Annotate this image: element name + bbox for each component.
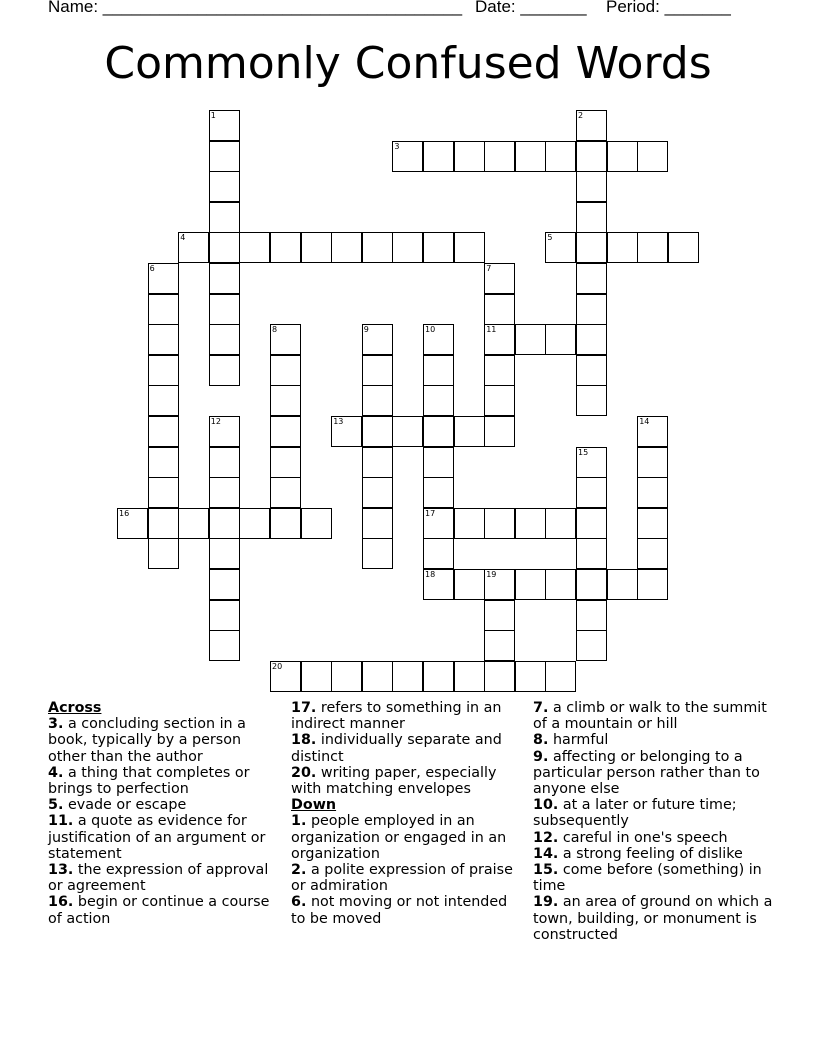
grid-cell[interactable] [576,385,607,416]
student-info-line [48,0,768,19]
clue-number-label: 9. [533,748,549,765]
grid-cell[interactable] [515,324,546,355]
grid-cell[interactable] [484,141,515,172]
clue-number: 7 [486,264,492,273]
grid-cell[interactable] [545,232,576,263]
grid-cell[interactable] [362,232,393,263]
grid-cell[interactable] [392,416,423,447]
clue-number-label: 1. [291,813,307,830]
grid-cell[interactable] [545,324,576,355]
grid-cell[interactable] [239,232,270,263]
across-clue [291,732,521,764]
across-clue [291,700,521,732]
grid-cell[interactable] [576,232,607,263]
grid-cell[interactable] [423,385,454,416]
across-clue [48,813,280,862]
grid-cell[interactable] [576,477,607,508]
grid-cell[interactable] [576,569,607,600]
grid-cell[interactable] [301,508,332,539]
clue-column-1 [48,700,280,927]
grid-cell[interactable] [209,416,240,447]
clue-number: 3 [394,141,400,151]
clue-number-label: 7. [533,700,549,716]
grid-cell[interactable] [270,661,301,692]
grid-cell[interactable] [209,294,240,325]
across-heading: Across [48,700,102,716]
across-clue [48,797,280,813]
grid-cell[interactable] [148,508,179,539]
clue-text: careful in one's speech [562,829,728,846]
grid-cell[interactable] [637,232,668,263]
grid-cell[interactable] [484,324,515,355]
grid-cell[interactable] [209,355,240,386]
down-clue [533,700,773,732]
grid-cell[interactable] [209,202,240,233]
clue-number: 2 [578,111,584,120]
grid-cell[interactable] [270,385,301,416]
grid-cell[interactable] [515,569,546,600]
grid-cell[interactable] [423,355,454,386]
grid-cell[interactable] [484,385,515,416]
grid-cell[interactable] [209,477,240,508]
clue-number-label: 6. [291,894,307,911]
grid-cell[interactable] [576,324,607,355]
grid-cell[interactable] [484,630,515,661]
clue-text: begin or continue a course of action [48,894,270,927]
grid-cell[interactable] [484,569,515,600]
grid-cell[interactable] [576,110,607,141]
clue-text: individually separate and distinct [291,732,502,765]
clue-number: 9 [363,325,369,335]
grid-cell[interactable] [637,447,668,478]
down-clue [533,894,773,943]
grid-cell[interactable] [423,324,454,355]
grid-cell[interactable] [331,661,362,692]
clue-number: 5 [547,233,553,243]
clue-text: refers to something in an indirect manner [291,700,502,733]
clue-number-label: 5. [48,797,64,814]
down-clue [291,813,521,862]
grid-cell[interactable] [576,171,607,202]
grid-cell[interactable] [148,385,179,416]
grid-cell[interactable] [423,416,454,447]
clue-number: 6 [149,264,155,273]
clue-text: the expression of approval or agreement [48,862,269,895]
clue-number: 8 [272,325,278,335]
clue-number: 16 [119,508,130,518]
grid-cell[interactable] [270,477,301,508]
grid-cell[interactable] [423,447,454,478]
grid-cell[interactable] [209,630,240,661]
grid-cell[interactable] [178,232,209,263]
grid-cell[interactable] [484,263,515,294]
grid-cell[interactable] [148,538,179,569]
grid-cell[interactable] [270,416,301,447]
grid-cell[interactable] [392,232,423,263]
grid-cell[interactable] [423,232,454,263]
grid-cell[interactable] [423,538,454,569]
grid-cell[interactable] [576,355,607,386]
grid-cell[interactable] [484,294,515,325]
down-clue [533,797,773,829]
grid-cell[interactable] [545,661,576,692]
grid-cell[interactable] [148,294,179,325]
clue-text: a thing that completes or brings to perfection [48,764,250,798]
clue-text: not moving or not intended to be moved [291,894,508,927]
grid-cell[interactable] [454,141,485,172]
grid-cell[interactable] [637,569,668,600]
grid-cell[interactable] [484,661,515,692]
clue-text: writing paper, especially with matching envelopes [291,764,497,798]
grid-cell[interactable] [423,508,454,539]
clue-number-label: 10. [533,797,559,814]
grid-cell[interactable] [576,263,607,294]
clue-number-label: 2. [291,862,307,879]
grid-cell[interactable] [545,508,576,539]
grid-cell[interactable] [270,232,301,263]
clue-text: a polite expression of praise or admiration [291,862,513,895]
across-clue [48,716,280,765]
grid-cell[interactable] [117,508,148,539]
grid-cell[interactable] [209,538,240,569]
clue-number: 14 [639,417,650,426]
grid-cell[interactable] [270,447,301,478]
grid-cell[interactable] [209,110,240,141]
grid-cell[interactable] [362,355,393,386]
clue-number: 20 [272,661,283,671]
period-field[interactable]: Period: _______ [606,0,731,16]
clue-number-label: 11. [48,813,74,830]
clue-number: 18 [425,570,436,579]
grid-cell[interactable] [454,232,485,263]
clue-number-label: 13. [48,862,74,879]
clue-number: 15 [578,447,589,457]
clue-number-label: 8. [533,732,549,749]
grid-cell[interactable] [576,630,607,661]
grid-cell[interactable] [454,508,485,539]
grid-cell[interactable] [515,661,546,692]
grid-cell[interactable] [148,477,179,508]
grid-cell[interactable] [209,141,240,172]
clue-number: 12 [210,417,221,426]
clue-text: a strong feeling of dislike [562,845,743,862]
grid-cell[interactable] [148,416,179,447]
grid-cell[interactable] [484,600,515,631]
clue-text: harmful [552,732,609,749]
grid-cell[interactable] [607,141,638,172]
grid-cell[interactable] [362,385,393,416]
clue-number-label: 12. [533,829,559,846]
clue-number-label: 20. [291,764,317,781]
date-field[interactable]: Date: _______ [475,0,587,16]
down-clue [533,846,773,862]
clue-number-label: 15. [533,862,559,879]
grid-cell[interactable] [576,141,607,172]
grid-cell[interactable] [148,355,179,386]
across-clue [291,765,521,797]
grid-cell[interactable] [668,232,699,263]
grid-cell[interactable] [301,232,332,263]
page-title: Commonly Confused Words [104,38,712,89]
grid-cell[interactable] [423,569,454,600]
grid-cell[interactable] [148,324,179,355]
grid-cell[interactable] [362,447,393,478]
grid-cell[interactable] [209,324,240,355]
grid-cell[interactable] [362,538,393,569]
grid-cell[interactable] [209,447,240,478]
clue-number-label: 4. [48,764,64,781]
clue-number-label: 3. [48,716,64,733]
clue-text: people employed in an organization or engaged in an organization [291,813,507,862]
grid-cell[interactable] [392,141,423,172]
grid-cell[interactable] [423,477,454,508]
clue-number: 11 [486,325,497,335]
clue-number-label: 19. [533,894,559,911]
grid-cell[interactable] [607,569,638,600]
grid-cell[interactable] [515,141,546,172]
grid-cell[interactable] [545,569,576,600]
down-clue [533,830,773,846]
across-clue [48,862,280,894]
grid-cell[interactable] [362,661,393,692]
grid-cell[interactable] [637,538,668,569]
clue-text: an area of ground on which a town, building, or monument is constructed [533,894,773,943]
clue-text: evade or escape [67,797,187,814]
grid-cell[interactable] [484,416,515,447]
grid-cell[interactable] [239,508,270,539]
grid-cell[interactable] [148,263,179,294]
down-clue [291,862,521,894]
across-clue [48,765,280,797]
grid-cell[interactable] [454,661,485,692]
grid-cell[interactable] [209,508,240,539]
grid-cell[interactable] [637,508,668,539]
grid-cell[interactable] [515,508,546,539]
grid-cell[interactable] [576,600,607,631]
clue-column-2 [291,700,521,927]
grid-cell[interactable] [454,416,485,447]
grid-cell[interactable] [362,508,393,539]
clue-number-label: 17. [291,700,317,716]
grid-cell[interactable] [576,294,607,325]
grid-cell[interactable] [209,232,240,263]
clue-number: 10 [425,325,436,335]
grid-cell[interactable] [362,477,393,508]
clue-column-3 [533,700,773,943]
grid-cell[interactable] [270,508,301,539]
down-clue [291,894,521,926]
clue-text: affecting or belonging to a particular person rather than to anyone else [533,748,760,798]
grid-cell[interactable] [423,661,454,692]
clue-number: 13 [333,417,344,426]
grid-cell[interactable] [576,508,607,539]
grid-cell[interactable] [209,569,240,600]
grid-cell[interactable] [178,508,209,539]
clue-number: 17 [425,508,436,518]
grid-cell[interactable] [576,538,607,569]
grid-cell[interactable] [454,569,485,600]
across-clue [48,894,280,926]
grid-cell[interactable] [209,171,240,202]
down-clue [533,749,773,798]
name-field[interactable]: Name: ______________________________________ [48,0,463,16]
grid-cell[interactable] [270,324,301,355]
grid-cell[interactable] [607,232,638,263]
grid-cell[interactable] [148,447,179,478]
grid-cell[interactable] [270,355,301,386]
grid-cell[interactable] [209,600,240,631]
clue-text: at a later or future time; subsequently [533,797,737,830]
clue-text: a climb or walk to the summit of a mountain or hill [533,700,767,733]
clue-number-label: 16. [48,894,74,911]
grid-cell[interactable] [301,661,332,692]
clue-number-label: 18. [291,732,317,749]
clue-number: 19 [486,570,497,579]
grid-cell[interactable] [362,416,393,447]
clue-number-label: 14. [533,845,559,862]
grid-cell[interactable] [576,202,607,233]
grid-cell[interactable] [484,508,515,539]
grid-cell[interactable] [545,141,576,172]
clue-text: a quote as evidence for justification of an argument or statement [48,813,266,862]
grid-cell[interactable] [576,447,607,478]
clue-text: a concluding section in a book, typically by a person other than the author [48,716,246,765]
clue-number: 1 [210,111,216,120]
clue-number: 4 [180,233,186,243]
clue-text: come before (something) in time [533,862,762,895]
grid-cell[interactable] [637,416,668,447]
grid-cell[interactable] [331,232,362,263]
grid-cell[interactable] [637,477,668,508]
down-clue [533,732,773,748]
grid-cell[interactable] [362,324,393,355]
down-heading: Down [291,797,337,814]
grid-cell[interactable] [209,263,240,294]
grid-cell[interactable] [392,661,423,692]
grid-cell[interactable] [331,416,362,447]
down-clue [533,862,773,894]
grid-cell[interactable] [637,141,668,172]
grid-cell[interactable] [423,141,454,172]
grid-cell[interactable] [484,355,515,386]
